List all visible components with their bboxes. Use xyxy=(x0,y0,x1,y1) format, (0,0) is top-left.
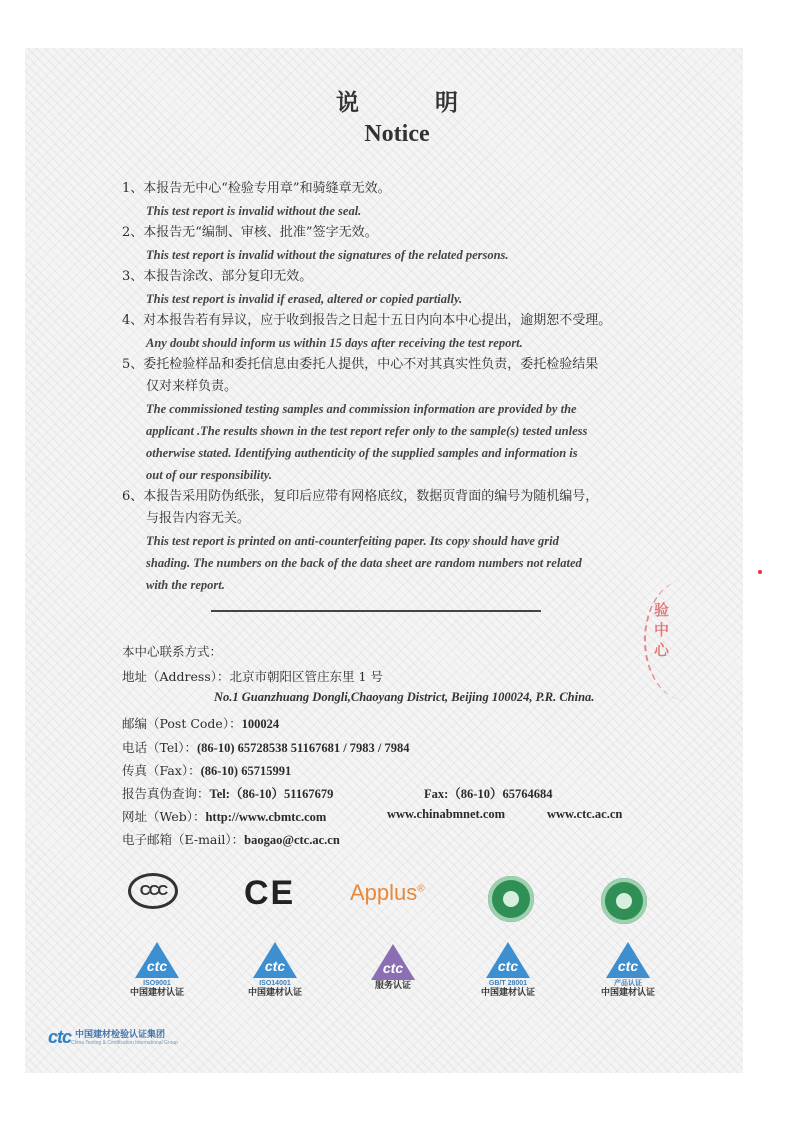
notice-cn: 4、对本报告若有异议，应于收到报告之日起十五日内向本中心提出，逾期恕不受理。 xyxy=(122,313,612,328)
address-cn: 北京市朝阳区管庄东里 1 号 xyxy=(229,669,383,684)
footer-org-subtitle: China Testing & Certification International Group xyxy=(71,1039,178,1046)
ctc-mark: ctc xyxy=(617,958,639,974)
badge-top-label: ISO9001 xyxy=(143,980,171,987)
notice-en: out of our responsibility. xyxy=(146,468,272,482)
footer-org-logo xyxy=(48,1027,178,1048)
badge-top-label: 产品认证 xyxy=(614,980,642,987)
green-seal-icon xyxy=(601,878,647,924)
web-row xyxy=(122,807,682,825)
postcode-label: 邮编（Post Code）： xyxy=(122,716,242,731)
applus-text: Applus xyxy=(350,880,418,905)
tel-label: 电话（Tel）： xyxy=(122,740,198,755)
notice-cn: 5、委托检验样品和委托信息由委托人提供，中心不对其真实性负责，委托检验结果 xyxy=(122,357,599,372)
badge-bottom-label: 中国建材认证 xyxy=(247,988,302,998)
ctc-badge-iso9001 xyxy=(117,942,197,999)
address-label: 地址（Address）： xyxy=(122,669,230,684)
address-row xyxy=(122,667,682,685)
notice-cn-cont: 与报告内容无关。 xyxy=(146,511,251,526)
notice-en: otherwise stated. Identifying authenticity of the supplied samples and information is xyxy=(146,446,578,460)
notice-item-1 xyxy=(122,178,682,222)
web-label: 网址（Web）： xyxy=(122,809,206,824)
ctc-logo-mark: ctc xyxy=(48,1027,72,1047)
badge-top-label: GB/T 28001 xyxy=(488,980,528,987)
notice-en: Any doubt should inform us within 15 days after receiving the test report. xyxy=(146,336,523,350)
contact-heading: 本中心联系方式： xyxy=(122,644,223,659)
fax-value: (86-10) 65715991 xyxy=(200,764,292,778)
postcode-row xyxy=(122,714,682,732)
notice-en: with the report. xyxy=(146,578,225,592)
notice-cn: 6、本报告采用防伪纸张，复印后应带有网格底纹，数据页背面的编号为随机编号， xyxy=(122,489,599,504)
notice-cn-cont: 仅对来样负责。 xyxy=(146,379,238,394)
email-value[interactable]: baogao@ctc.ac.cn xyxy=(244,833,340,847)
ce-mark-logo: CE xyxy=(244,874,296,912)
notice-item-5 xyxy=(122,354,682,486)
footer-org-name: 中国建材检验认证集团 xyxy=(75,1029,166,1040)
verify-fax: Fax:（86-10）65764684 xyxy=(424,787,553,801)
title-chinese: 说 明 xyxy=(335,89,492,116)
verify-tel: Tel:（86-10）51167679 xyxy=(209,787,334,801)
badge-bottom-label: 中国建材认证 xyxy=(600,988,655,998)
notice-en: This test report is invalid without the seal. xyxy=(146,204,362,218)
badge-bottom-label: 中国建材认证 xyxy=(129,988,184,998)
notice-item-2 xyxy=(122,222,682,266)
notice-en: The commissioned testing samples and commission information are provided by the xyxy=(146,402,577,416)
ctc-badge-gbt28001 xyxy=(468,942,548,999)
tel-value: (86-10) 65728538 51167681 / 7983 / 7984 xyxy=(197,741,410,755)
notice-item-3 xyxy=(122,266,682,310)
ctc-mark: ctc xyxy=(382,960,404,976)
ctc-mark: ctc xyxy=(146,958,168,974)
red-dot xyxy=(758,570,762,574)
notice-cn: 3、本报告涂改、部分复印无效。 xyxy=(122,269,313,284)
notice-en: This test report is invalid if erased, altered or copied partially. xyxy=(146,292,463,306)
ctc-mark: ctc xyxy=(264,958,286,974)
email-row xyxy=(122,830,682,848)
verify-row xyxy=(122,784,682,802)
verify-label: 报告真伪查询： xyxy=(122,786,210,801)
postcode-value: 100024 xyxy=(241,717,280,731)
badge-top-label: ISO14001 xyxy=(259,980,291,987)
notice-en: shading. The numbers on the back of the data sheet are random numbers not related xyxy=(146,556,582,570)
applus-logo xyxy=(350,880,425,906)
green-seal-icon xyxy=(488,876,534,922)
email-label: 电子邮箱（E-mail）： xyxy=(122,832,245,847)
stamp-text: 验中心 xyxy=(654,601,670,659)
footer-org-text xyxy=(71,1030,178,1046)
ccc-logo: CCC xyxy=(128,873,178,909)
applus-registered-mark: ® xyxy=(417,883,425,895)
notice-en: This test report is invalid without the signatures of the related persons. xyxy=(146,248,509,262)
notice-en: applicant .The results shown in the test report refer only to the sample(s) tested unless xyxy=(146,424,588,438)
ctc-badge-product xyxy=(588,942,668,999)
badge-bottom-label: 中国建材认证 xyxy=(480,988,535,998)
notice-item-6 xyxy=(122,486,682,596)
ctc-badge-iso14001 xyxy=(235,942,315,999)
web-link-2[interactable]: www.chinabmnet.com xyxy=(387,807,506,821)
notice-cn: 2、本报告无“编制、审核、批准”签字无效。 xyxy=(122,225,378,240)
notice-cn: 1、本报告无中心“检验专用章”和骑缝章无效。 xyxy=(122,181,391,196)
web-link-3[interactable]: www.ctc.ac.cn xyxy=(547,807,623,821)
notice-en: This test report is printed on anti-counterfeiting paper. Its copy should have grid xyxy=(146,534,559,548)
ctc-mark: ctc xyxy=(497,958,519,974)
address-en: No.1 Guanzhuang Dongli,Chaoyang District, Beijing 100024, P.R. China. xyxy=(214,690,595,704)
title-english: Notice xyxy=(364,121,430,147)
ctc-badge-service xyxy=(353,944,433,992)
notice-item-4 xyxy=(122,310,682,354)
web-link-1[interactable]: http://www.cbmtc.com xyxy=(205,810,327,824)
fax-label: 传真（Fax）： xyxy=(122,763,201,778)
badge-bottom-label: 服务认证 xyxy=(374,981,411,991)
tel-row xyxy=(122,738,682,756)
fax-row xyxy=(122,761,682,779)
divider-rule xyxy=(211,610,541,612)
